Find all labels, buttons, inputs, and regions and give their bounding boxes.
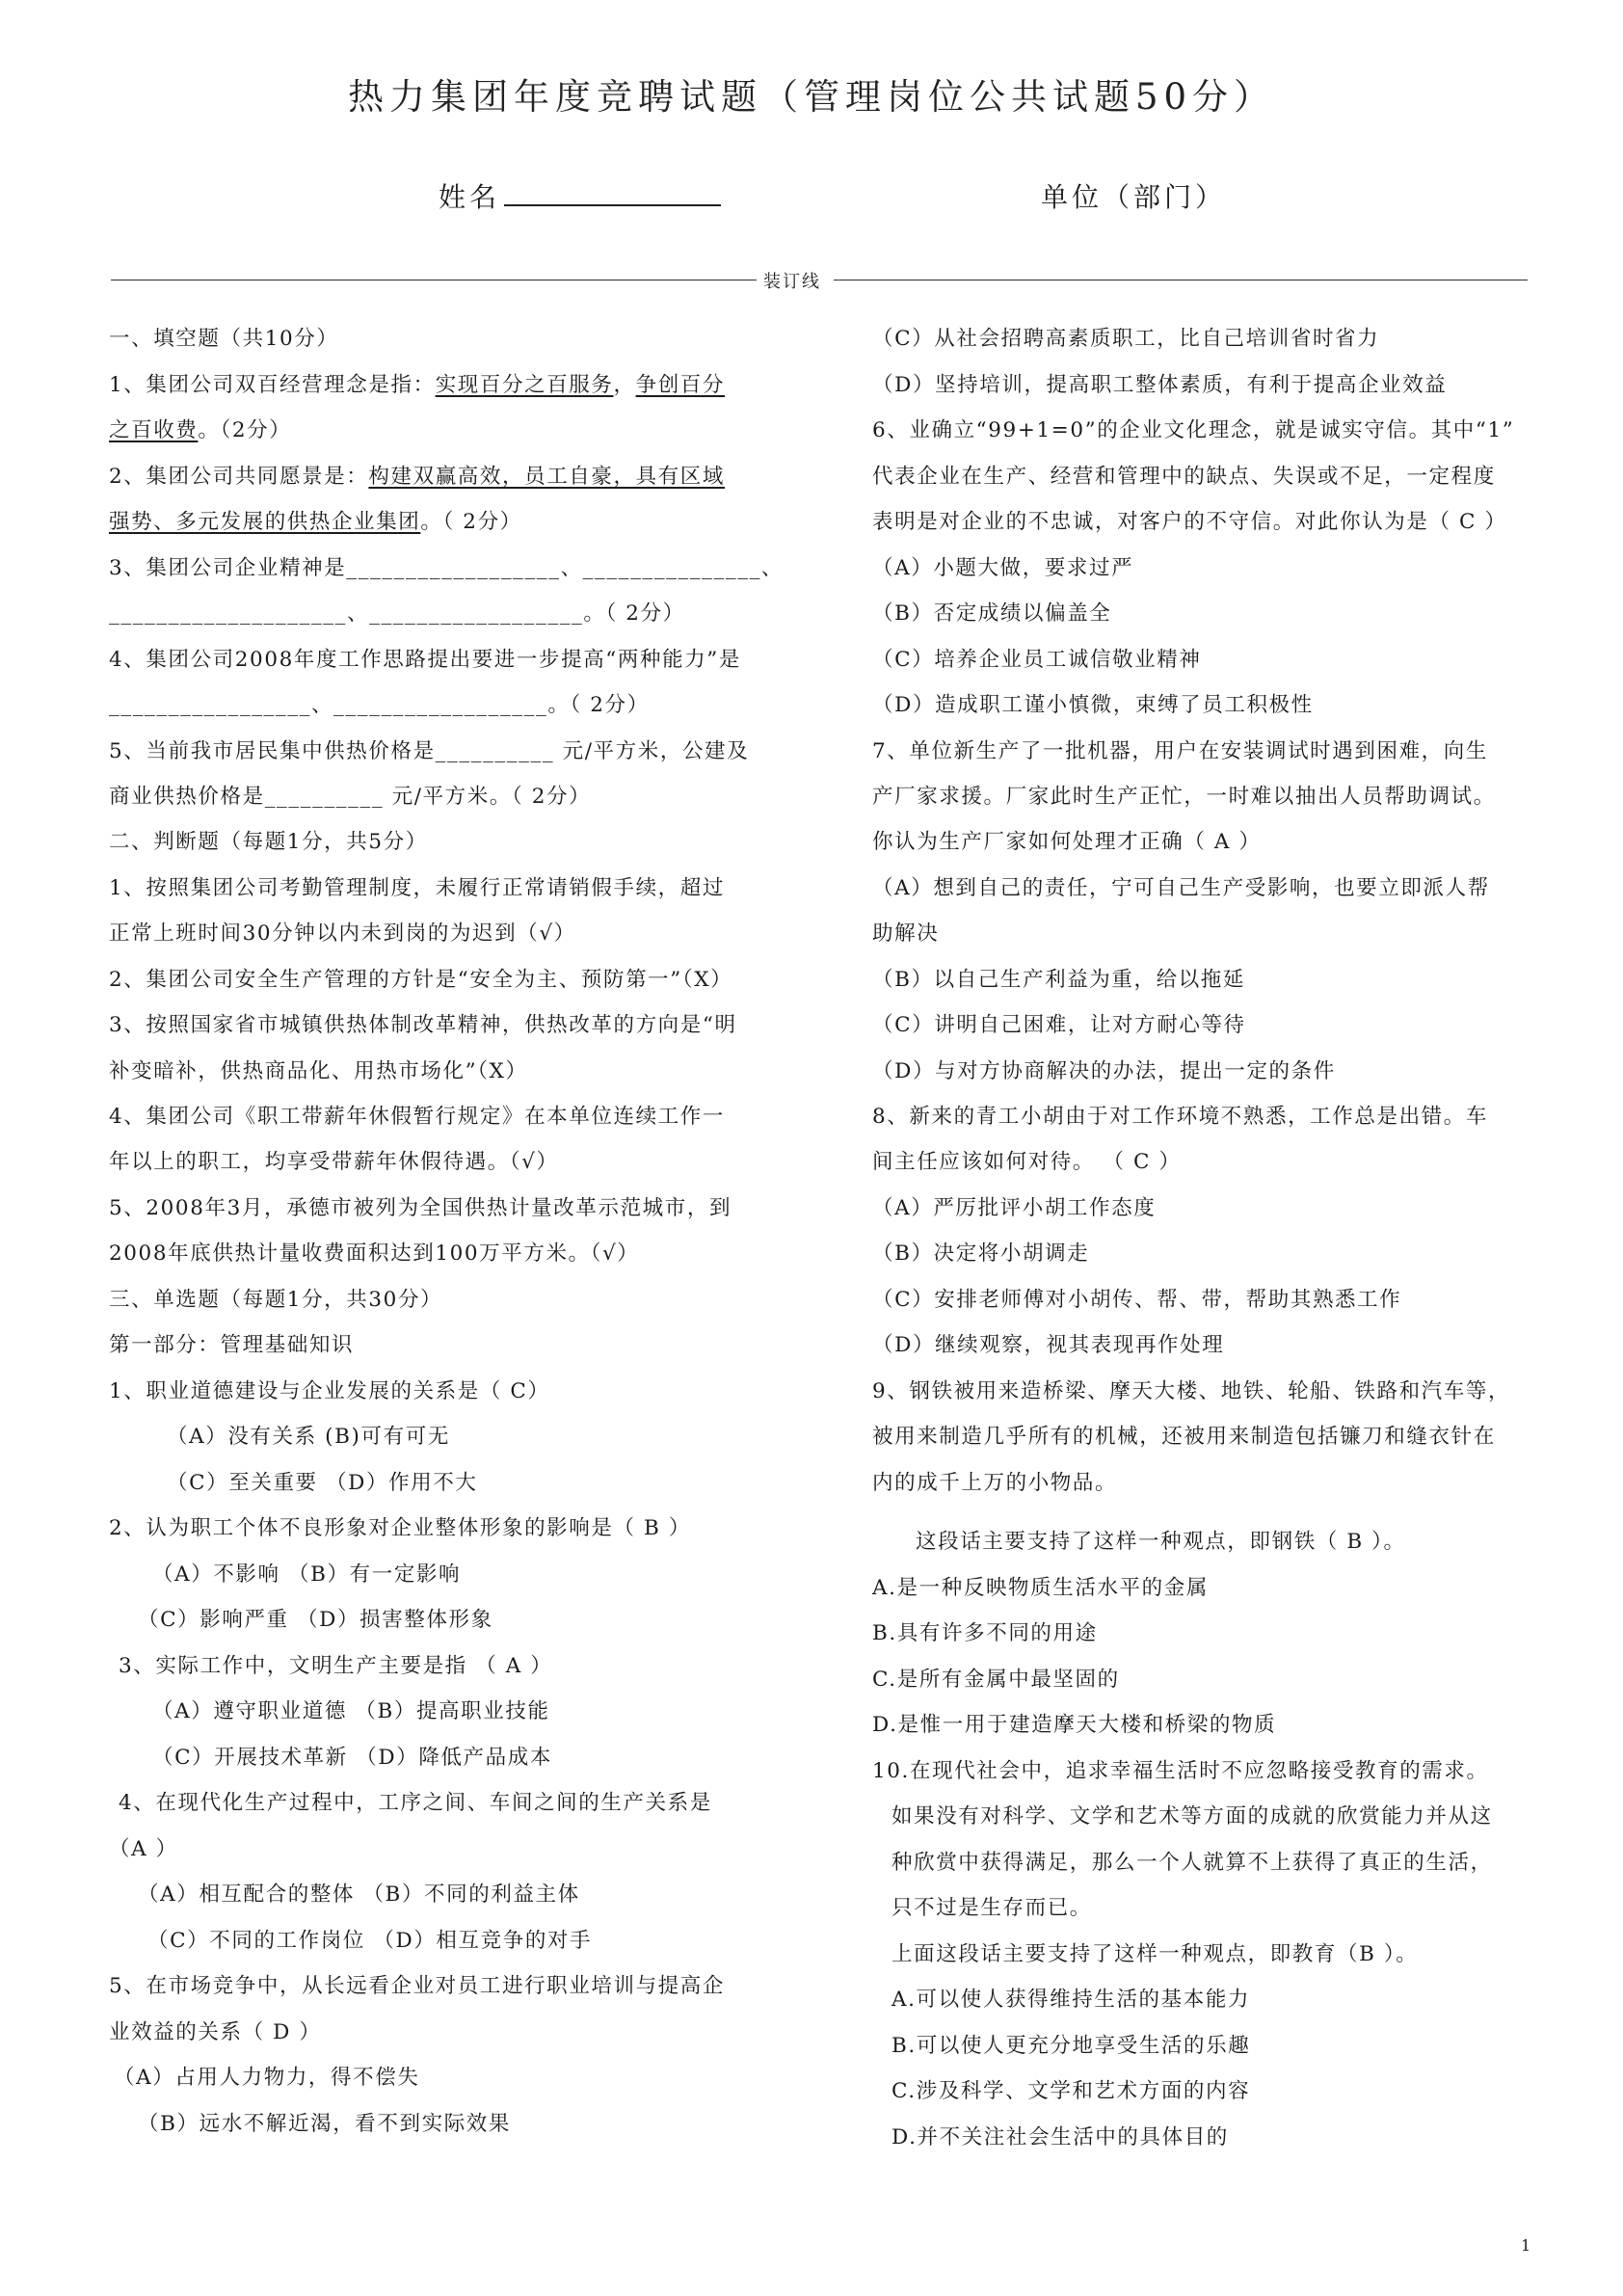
text-line: 助解决 [872,921,940,946]
text-line: （C）影响严重 （D）损害整体形象 [138,1608,493,1632]
underlined-answer: 争创百分 [635,373,726,397]
text-line: （A）相互配合的整体 （B）不同的利益主体 [138,1882,580,1907]
text-line: （A）严厉批评小胡工作态度 [872,1196,1157,1220]
text-line: 1、按照集团公司考勤管理制度，未履行正常请销假手续，超过 [109,876,725,900]
binding-line [111,268,1528,297]
text-line: 4、在现代化生产过程中，工序之间、车间之间的生产关系是 [119,1791,712,1815]
text-line: 4、集团公司《职工带薪年休假暂行规定》在本单位连续工作一 [109,1105,725,1129]
text-line: 2008年底供热计量收费面积达到100万平方米。（√） [109,1241,640,1266]
text-line: 表明是对企业的不忠诚，对客户的不守信。对此你认为是（ C ） [872,510,1507,534]
text-line: 你认为生产厂家如何处理才正确（ A ） [872,830,1262,854]
text-line: （A）不影响 （B）有一定影响 [152,1562,462,1587]
name-field[interactable] [439,176,721,215]
text-line: （B）否定成绩以偏盖全 [872,601,1112,626]
text-line: （A）遵守职业道德 （B）提高职业技能 [152,1699,550,1723]
text-line: 代表企业在生产、经营和管理中的缺点、失误或不足，一定程度 [872,465,1496,489]
text-line: （A）小题大做，要求过严 [872,556,1134,580]
text-line: 年以上的职工，均享受带薪年休假待遇。（√） [109,1150,559,1174]
text-line: 被用来制造几乎所有的机械，还被用来制造包括镰刀和缝衣针在 [872,1425,1496,1449]
text-line: 补变暗补，供热商品化、用热市场化”（X） [109,1059,528,1083]
text-line: （B）以自己生产利益为重，给以拖延 [872,968,1246,992]
text-line: （C）安排老师傅对小胡传、帮、带，帮助其熟悉工作 [872,1288,1402,1312]
text-line: 间主任应该如何对待。 （ C ） [872,1150,1182,1174]
text-line: 三、单选题（每题1分，共30分） [109,1288,443,1312]
text-line: （C）开展技术革新 （D）降低产品成本 [152,1746,552,1770]
underlined-answer: 之百收费 [109,418,199,442]
text-line: （A）没有关系 (B)可有可无 [167,1425,450,1449]
text-fragment: ， [613,373,636,397]
text-fragment: 2、集团公司共同愿景是： [109,465,369,489]
text-line: B.可以使人更充分地享受生活的乐趣 [891,2034,1251,2058]
text-line [109,417,291,444]
text-line: 2、认为职工个体不良形象对企业整体形象的影响是（ B ） [109,1516,691,1540]
text-line: （D）坚持培训，提高职工整体素质，有利于提高企业效益 [872,373,1448,397]
text-line: 二、判断题（每题1分，共5分） [109,830,428,854]
text-line: 业效益的关系（ D ） [109,2020,322,2044]
text-line: （D）与对方协商解决的办法，提出一定的条件 [872,1059,1336,1083]
text-line: （A）想到自己的责任，宁可自己生产受影响，也要立即派人帮 [872,876,1490,900]
underlined-answer: 实现百分之百服务 [435,373,614,397]
text-line: （D）继续观察，视其表现再作处理 [872,1333,1225,1357]
name-blank[interactable] [504,177,721,206]
text-line: 3、实际工作中，文明生产主要是指 （ A ） [119,1654,553,1678]
text-line: 8、新来的青工小胡由于对工作环境不熟悉，工作总是出错。车 [872,1105,1488,1129]
text-line: D.并不关注社会生活中的具体目的 [891,2125,1229,2149]
exam-title: 热力集团年度竞聘试题（管理岗位公共试题50分） [347,76,1276,118]
text-line: （C）培养企业员工诚信敬业精神 [872,648,1202,672]
text-line: 产厂家求援。厂家此时生产正忙，一时难以抽出人员帮助调试。 [872,785,1496,809]
text-line: 5、当前我市居民集中供热价格是__________ 元/平方米，公建及 [109,739,750,763]
text-line [109,509,522,536]
text-line: 3、按照国家省市城镇供热体制改革精神，供热改革的方向是“明 [109,1013,737,1037]
text-line: 9、钢铁被用来造桥梁、摩天大楼、地铁、轮船、铁路和汽车等， [872,1379,1511,1403]
binding-line-label: 装订线 [763,272,821,292]
text-line: 内的成千上万的小物品。 [872,1471,1118,1495]
text-line: （C）不同的工作岗位 （D）相互竞争的对手 [147,1929,593,1953]
text-line [109,464,725,491]
text-line: 6、业确立“99+1=0”的企业文化理念，就是诚实守信。其中“1” [872,418,1515,442]
text-fragment: 1、集团公司双百经营理念是指： [109,373,436,397]
text-line: （C）讲明自己困难，让对方耐心等待 [872,1013,1246,1037]
text-line: 种欣赏中获得满足，那么一个人就算不上获得了真正的生活， [891,1851,1493,1875]
text-line: C.是所有金属中最坚固的 [872,1668,1120,1692]
text-line: （A ） [109,1837,178,1861]
text-line: A.是一种反映物质生活水平的金属 [872,1576,1209,1600]
text-line: D.是惟一用于建造摩天大楼和桥梁的物质 [872,1713,1277,1737]
text-fragment: 。（2分） [198,418,292,442]
text-fragment: 。（ 2分） [420,510,522,534]
underlined-answer: 构建双赢高效，员工自豪，具有区域 [368,465,725,489]
text-line: 如果没有对科学、文学和艺术等方面的成就的欣赏能力并从这 [891,1804,1493,1829]
text-line: C.涉及科学、文学和艺术方面的内容 [891,2079,1251,2103]
text-line: 1、职业道德建设与企业发展的关系是（ C） [109,1379,550,1403]
text-line: 正常上班时间30分钟以内未到岗的为迟到（√） [109,921,576,946]
text-line: 5、在市场竞争中，从长远看企业对员工进行职业培训与提高企 [109,1974,725,1998]
text-line: B.具有许多不同的用途 [872,1621,1098,1645]
unit-field: 单位（部门） [1041,181,1227,213]
text-line: 这段话主要支持了这样一种观点，即钢铁（ B ）。 [916,1530,1406,1554]
text-line: （D）造成职工谨小慎微，束缚了员工积极性 [872,693,1314,717]
text-line: 只不过是生存而已。 [891,1896,1092,1920]
text-line: （B）远水不解近渴，看不到实际效果 [138,2112,512,2136]
text-line: A.可以使人获得维持生活的基本能力 [891,1988,1251,2012]
text-line: （B）决定将小胡调走 [872,1241,1090,1266]
page-number: 1 [1521,2236,1531,2255]
text-line: _________________、__________________。（ 2分） [109,693,650,717]
text-line: 2、集团公司安全生产管理的方针是“安全为主、预防第一”（X） [109,968,733,992]
text-line [109,372,725,399]
text-line: 10.在现代社会中，追求幸福生活时不应忽略接受教育的需求。 [872,1759,1489,1783]
text-line: 上面这段话主要支持了这样一种观点，即教育（B ）。 [891,1942,1419,1966]
text-line: ____________________、__________________。（ 2分） [109,601,685,626]
text-line: （C）至关重要 （D）作用不大 [167,1471,478,1495]
text-line: 7、单位新生产了一批机器，用户在安装调试时遇到困难，向生 [872,739,1488,763]
text-line: 3、集团公司企业精神是__________________、_______________、 [109,556,785,580]
text-line: 5、2008年3月，承德市被列为全国供热计量改革示范城市，到 [109,1196,732,1220]
text-line: （A）占用人力物力，得不偿失 [114,2066,420,2090]
text-line: 商业供热价格是__________ 元/平方米。（ 2分） [109,785,592,809]
text-line: 一、填空题（共10分） [109,327,339,351]
text-line: 4、集团公司2008年度工作思路提出要进一步提高“两种能力”是 [109,648,741,672]
name-label: 姓名 [439,181,501,213]
underlined-answer: 强势、多元发展的供热企业集团 [109,510,421,534]
text-line: 第一部分：管理基础知识 [109,1333,355,1357]
text-line: （C）从社会招聘高素质职工，比自己培训省时省力 [872,327,1380,351]
